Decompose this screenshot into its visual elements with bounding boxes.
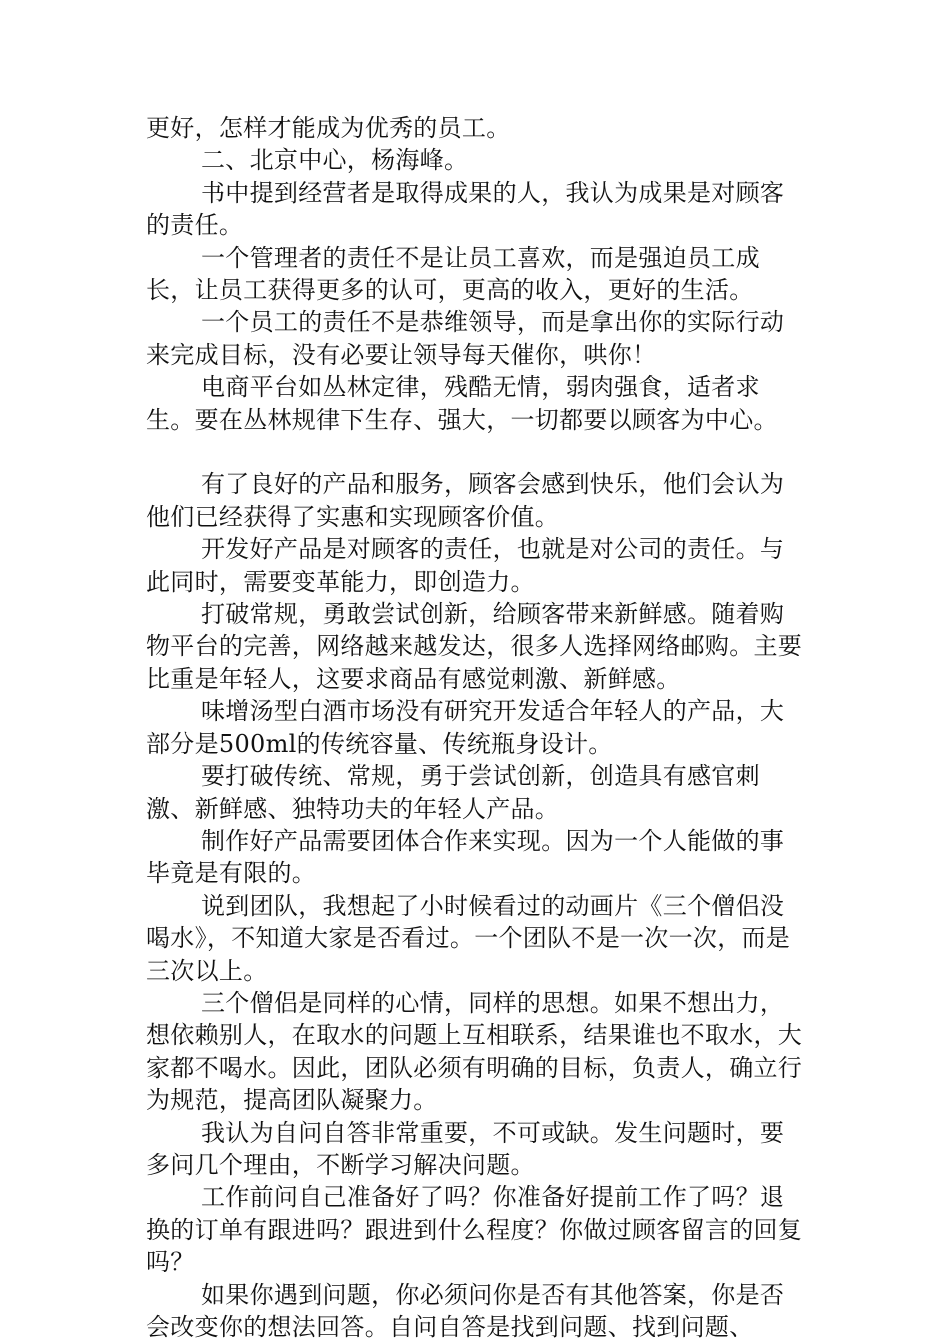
paragraph-9: 打破常规，勇敢尝试创新，给顾客带来新鲜感。随着购物平台的完善，网络越来越发达，很多人选择网络邮购。主要比重是年轻人，这要求商品有感觉刺激、新鲜感。 [146, 600, 803, 693]
paragraph-12: 制作好产品需要团体合作来实现。因为一个人能做的事毕竟是有限的。 [146, 826, 785, 888]
paragraph-2: 二、北京中心，杨海峰。 [201, 146, 469, 175]
paragraph-11: 要打破传统、常规，勇于尝试创新，创造具有感官刺激、新鲜感、独特功夫的年轻人产品。 [146, 762, 760, 823]
paragraph-10: 味增汤型白酒市场没有研究开发适合年轻人的产品，大部分是500ml的传统容量、传统瓶身设计。 [146, 697, 785, 758]
paragraph-17: 如果你遇到问题，你必须问你是否有其他答案，你是否会改变你的想法回答。自问自答是找到问题、找到问题、 [146, 1280, 785, 1342]
paragraph-gap [146, 436, 806, 468]
document-body [146, 112, 806, 1343]
paragraph-14: 三个僧侣是同样的心情，同样的思想。如果不想出力，想依赖别人，在取水的问题上互相联系，结果谁也不取水，大家都不喝水。因此，团队必须有明确的目标，负责人，确立行为规范，提高团队凝聚力。 [146, 988, 803, 1115]
paragraph-3: 书中提到经营者是取得成果的人，我认为成果是对顾客的责任。 [146, 178, 785, 240]
paragraph-1: 更好，怎样才能成为优秀的员工。 [146, 114, 511, 142]
paragraph-16: 工作前问自己准备好了吗？你准备好提前工作了吗？退换的订单有跟进吗？跟进到什么程度？你做过顾客留言的回复吗？ [146, 1183, 803, 1277]
paragraph-8: 开发好产品是对顾客的责任，也就是对公司的责任。与此同时，需要变革能力，即创造力。 [146, 535, 785, 596]
paragraph-4: 一个管理者的责任不是让员工喜欢，而是强迫员工成长，让员工获得更多的认可，更高的收入，更好的生活。 [146, 243, 760, 305]
paragraph-15: 我认为自问自答非常重要，不可或缺。发生问题时，要多问几个理由，不断学习解决问题。 [146, 1118, 785, 1179]
paragraph-5: 一个员工的责任不是恭维领导，而是拿出你的实际行动来完成目标，没有必要让领导每天催你，哄你！ [146, 308, 785, 369]
paragraph-6: 电商平台如丛林定律，残酷无情，弱肉强食，适者求生。要在丛林规律下生存、强大，一切都要以顾客为中心。 [146, 373, 778, 434]
paragraph-7: 有了良好的产品和服务，顾客会感到快乐，他们会认为他们已经获得了实惠和实现顾客价值。 [146, 470, 785, 531]
paragraph-13: 说到团队，我想起了小时候看过的动画片《三个僧侣没喝水》，不知道大家是否看过。一个团队不是一次一次，而是三次以上。 [146, 891, 791, 985]
